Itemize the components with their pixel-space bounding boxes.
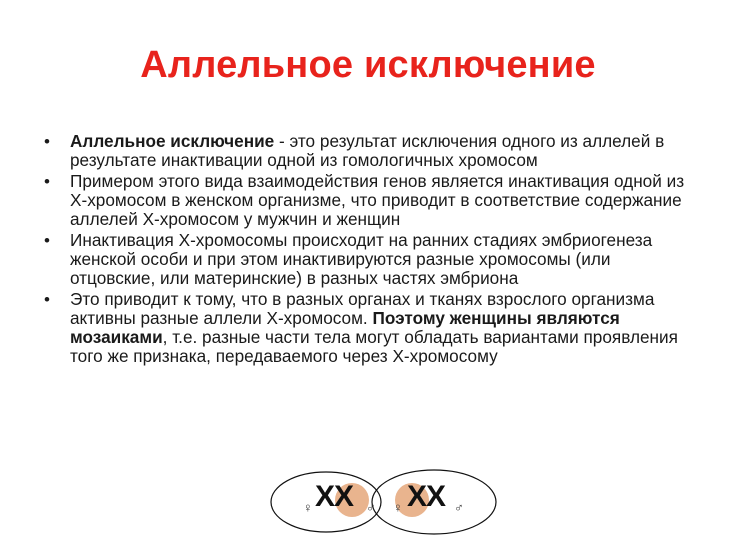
bullet-icon: • <box>44 290 50 309</box>
bullet-icon: • <box>44 132 50 151</box>
bullet-text: - это результат исключения одного из аллелей в результате инактивации одной из гомологичных хромосом <box>70 131 665 170</box>
male-symbol-icon: ♂ <box>454 500 464 515</box>
bullet-list <box>40 132 690 368</box>
bullet-icon: • <box>44 172 50 191</box>
bullet-bold-term: Аллельное исключение <box>70 131 275 151</box>
bullet-item <box>40 231 690 288</box>
cell-left-xx: XX <box>315 480 354 513</box>
bullet-icon: • <box>44 231 50 250</box>
chromosome-diagram <box>268 466 500 552</box>
bullet-item <box>40 172 690 229</box>
bullet-bold-phrase: Поэтому женщины являются мозаиками <box>70 308 620 347</box>
bullet-item <box>40 290 690 366</box>
bullet-text: Это приводит к тому, что в разных органах и тканях взрослого организма активны разные аллели Х-хромосом. <box>70 289 655 328</box>
female-symbol-icon: ♀ <box>393 500 403 515</box>
bullet-item <box>40 132 690 170</box>
bullet-text: Примером этого вида взаимодействия генов является инактивация одной из Х-хромосом в женском организме, что приводит в соответствие содержание аллелей Х-хромосом у мужчин и женщин <box>70 171 685 229</box>
bullet-text: , т.е. разные части тела могут обладать вариантами проявления того же признака, передаваемого через Х-хромосому <box>70 327 678 366</box>
cell-right-xx: XX <box>407 480 446 513</box>
male-symbol-icon: ♂ <box>366 500 376 515</box>
slide-title: Аллельное исключение <box>140 44 596 86</box>
female-symbol-icon: ♀ <box>303 500 313 515</box>
bullet-text: Инактивация Х-хромосомы происходит на ранних стадиях эмбриогенеза женской особи и при этом инактивируются разные хромосомы (или отцовские, или материнские) в разных частях эмбриона <box>70 230 653 288</box>
